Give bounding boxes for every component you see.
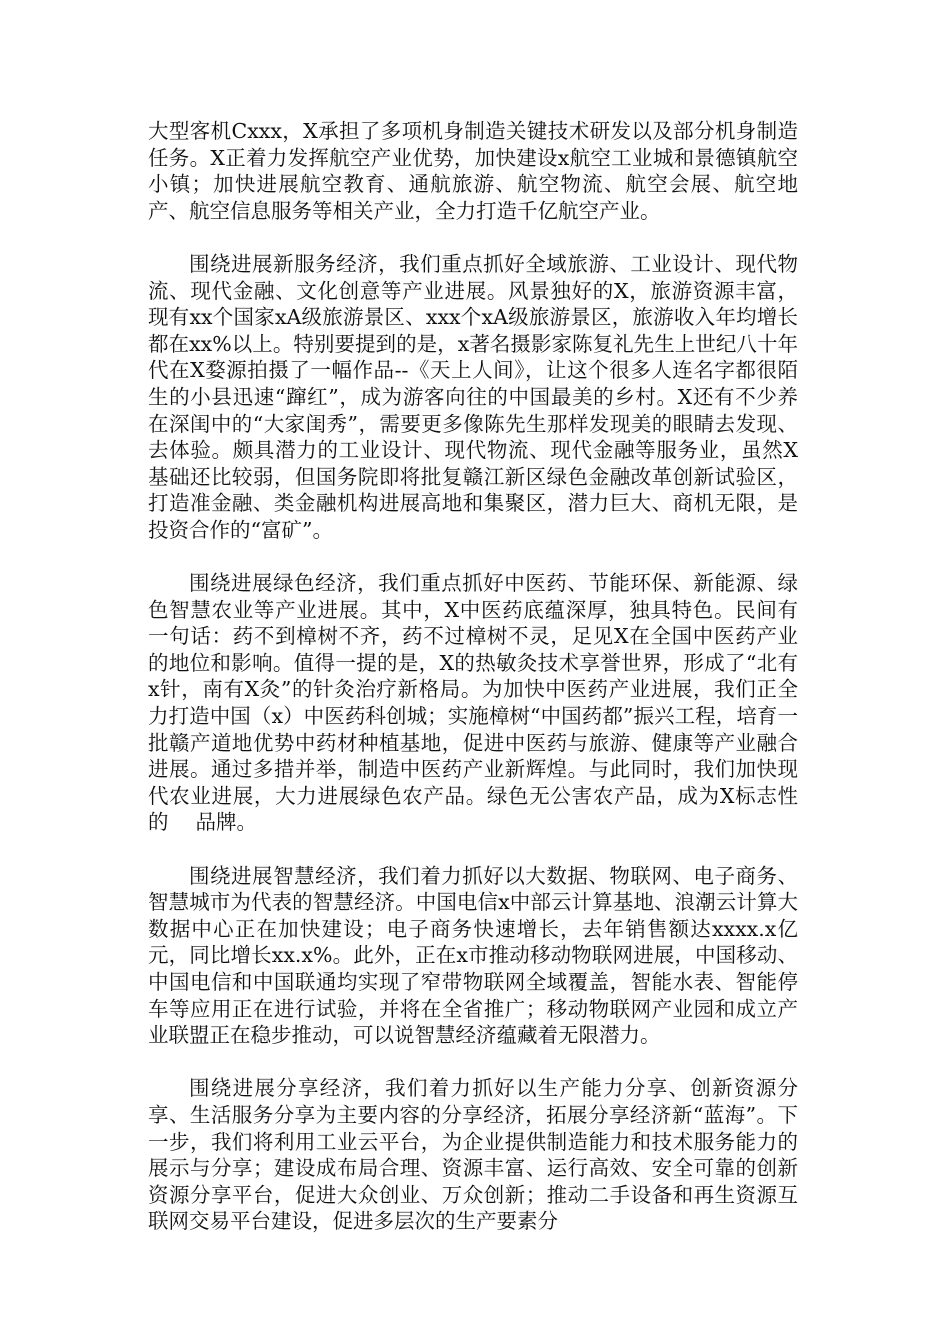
paragraph-smart-economy: 围绕进展智慧经济，我们着力抓好以大数据、物联网、电子商务、智慧城市为代表的智慧经济。中国电信x中部云计算基地、浪潮云计算大数据中心正在加快建设；电子商务快速增长，去年销售额达xxxx.x亿元，同比增长xx.x%。此外，正在x市推动移动物联网进展，中国移动、中国电信和中国联通均实现了窄带物联网全域覆盖，智能水表、智能停车等应用正在进行试验，并将在全省推广；移动物联网产业园和成立产业联盟正在稳步推动，可以说智慧经济蕴藏着无限潜力。 xyxy=(148,863,798,1048)
paragraph-sharing-economy: 围绕进展分享经济，我们着力抓好以生产能力分享、创新资源分享、生活服务分享为主要内容的分享经济，拓展分享经济新“蓝海”。下一步，我们将利用工业云平台，为企业提供制造能力和技术服务能力的展示与分享；建设成布局合理、资源丰富、运行高效、安全可靠的创新资源分享平台，促进大众创业、万众创新；推动二手设备和再生资源互联网交易平台建设，促进多层次的生产要素分 xyxy=(148,1076,798,1234)
paragraph-new-service-economy: 围绕进展新服务经济，我们重点抓好全域旅游、工业设计、现代物流、现代金融、文化创意等产业进展。风景独好的X，旅游资源丰富，现有xx个国家xA级旅游景区、xxx个xA级旅游景区，旅游收入年均增长都在xx%以上。特别要提到的是，x著名摄影家陈复礼先生上世纪八十年代在X婺源拍摄了一幅作品--《天上人间》，让这个很多人连名字都很陌生的小县迅速“蹿红”，成为游客向往的中国最美的乡村。X还有不少养在深闺中的“大家闺秀”，需要更多像陈先生那样发现美的眼睛去发现、去体验。颇具潜力的工业设计、现代物流、现代金融等服务业，虽然X基础还比较弱，但国务院即将批复赣江新区绿色金融改革创新试验区，打造准金融、类金融机构进展高地和集聚区，潜力巨大、商机无限，是投资合作的“富矿”。 xyxy=(148,251,798,542)
paragraph-green-economy: 围绕进展绿色经济，我们重点抓好中医药、节能环保、新能源、绿色智慧农业等产业进展。其中，X中医药底蕴深厚，独具特色。民间有一句话：药不到樟树不齐，药不过樟树不灵，足见X在全国中医药产业的地位和影响。值得一提的是，X的热敏灸技术享誉世界，形成了“北有x针，南有X灸”的针灸治疗新格局。为加快中医药产业进展，我们正全力打造中国（x）中医药科创城；实施樟树“中国药都”振兴工程，培育一批赣产道地优势中药材种植基地，促进中医药与旅游、健康等产业融合进展。通过多措并举，制造中医药产业新辉煌。与此同时，我们加快现代农业进展，大力进展绿色农产品。绿色无公害农产品，成为X标志性的 品牌。 xyxy=(148,571,798,835)
paragraph-aviation: 大型客机Cxxx，X承担了多项机身制造关键技术研发以及部分机身制造任务。X正着力发挥航空产业优势，加快建设x航空工业城和景德镇航空小镇；加快进展航空教育、通航旅游、航空物流、航空会展、航空地产、航空信息服务等相关产业，全力打造千亿航空产业。 xyxy=(148,119,798,223)
document-page xyxy=(148,118,798,1235)
